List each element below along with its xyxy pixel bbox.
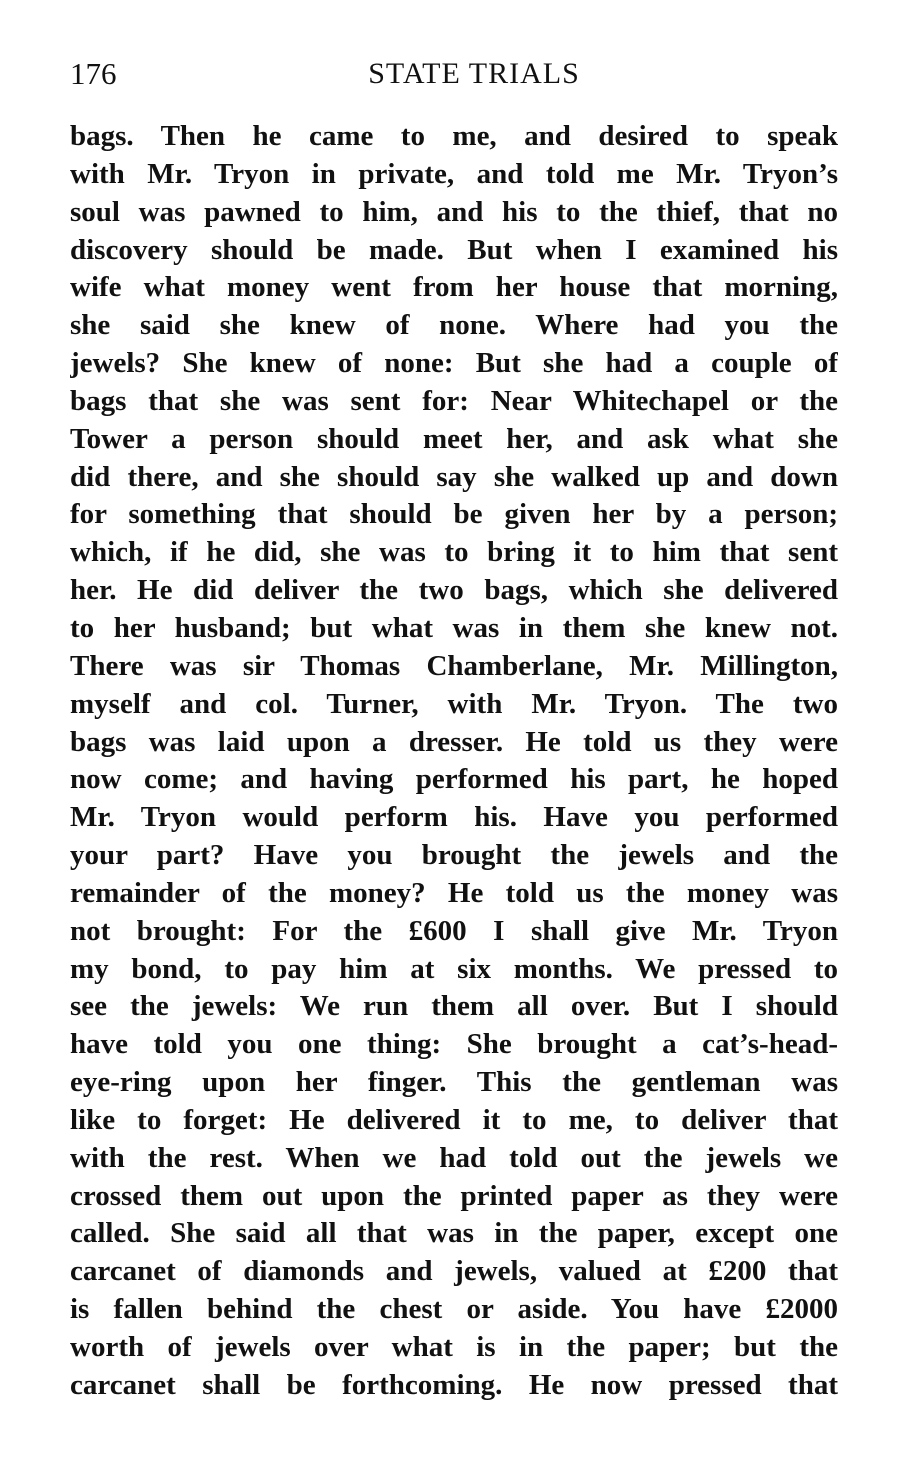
text-line: called. She said all that was in the paper, except one <box>70 1217 838 1250</box>
text-line: your part? Have you brought the jewels and the <box>70 839 838 872</box>
text-line: There was sir Thomas Chamberlane, Mr. Millington, <box>70 649 838 682</box>
running-title: STATE TRIALS <box>368 57 580 90</box>
text-line: with Mr. Tryon in private, and told me Mr. Tryon’s <box>70 157 838 190</box>
text-line: carcanet shall be forthcoming. He now pressed that <box>70 1368 838 1401</box>
text-line: not brought: For the £600 I shall give Mr. Tryon <box>70 914 838 947</box>
text-line: wife what money went from her house that morning, <box>70 271 838 304</box>
page-number: 176 <box>70 56 117 91</box>
text-line: which, if he did, she was to bring it to him that sent <box>70 536 838 569</box>
text-line: Mr. Tryon would perform his. Have you performed <box>70 801 838 834</box>
text-line: eye-ring upon her finger. This the gentleman was <box>70 1066 838 1099</box>
text-line: myself and col. Turner, with Mr. Tryon. The two <box>70 687 838 720</box>
text-line: for something that should be given her by a person; <box>70 498 838 531</box>
body-text <box>70 118 838 1405</box>
text-line: like to forget: He delivered it to me, to deliver that <box>70 1103 838 1136</box>
text-line: Tower a person should meet her, and ask what she <box>70 422 838 455</box>
text-line: her. He did deliver the two bags, which she delivered <box>70 574 838 607</box>
text-line: carcanet of diamonds and jewels, valued at £200 that <box>70 1255 838 1288</box>
text-line: bags. Then he came to me, and desired to speak <box>70 120 838 152</box>
text-line: discovery should be made. But when I examined his <box>70 233 838 266</box>
text-line: see the jewels: We run them all over. But I should <box>70 990 838 1023</box>
text-line: bags that she was sent for: Near Whitechapel or the <box>70 384 838 417</box>
text-line: now come; and having performed his part, he hoped <box>70 763 838 796</box>
text-line: to her husband; but what was in them she knew not. <box>70 611 838 644</box>
text-line: did there, and she should say she walked up and down <box>70 460 838 493</box>
text-line: worth of jewels over what is in the paper; but the <box>70 1331 838 1363</box>
text-line: she said she knew of none. Where had you the <box>70 309 838 342</box>
text-line: bags was laid upon a dresser. He told us they were <box>70 725 838 758</box>
text-line: have told you one thing: She brought a cat’s-head- <box>70 1028 838 1061</box>
page-header <box>70 52 838 96</box>
text-line: jewels? She knew of none: But she had a couple of <box>70 347 838 380</box>
text-line: is fallen behind the chest or aside. You have £2000 <box>70 1293 838 1326</box>
text-line: my bond, to pay him at six months. We pressed to <box>70 952 838 985</box>
text-line: with the rest. When we had told out the jewels we <box>70 1141 838 1174</box>
text-line: remainder of the money? He told us the money was <box>70 876 838 909</box>
text-line: crossed them out upon the printed paper as they were <box>70 1179 838 1212</box>
text-line: soul was pawned to him, and his to the thief, that no <box>70 195 838 228</box>
